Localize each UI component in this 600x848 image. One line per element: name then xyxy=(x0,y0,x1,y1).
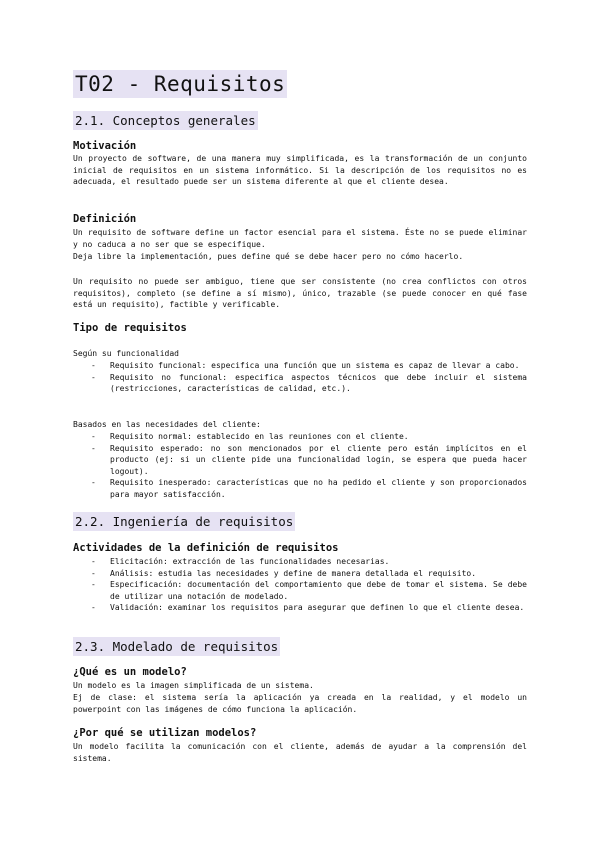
list-item-text: Elicitación: extracción de las funcionalidades necesarias. xyxy=(110,557,390,566)
list-item-text: Especificación: documentación del comportamiento que debe de tomar el sistema. Se debe de utilizar una notación de modelado. xyxy=(110,580,527,601)
list-funcionalidad xyxy=(73,360,527,395)
list-item xyxy=(73,431,527,443)
list-item xyxy=(73,579,527,602)
paragraph-que-es-2: Ej de clase: el sistema sería la aplicación ya creada en la realidad, y el modelo un powerpoint con las imágenes de cómo funciona la aplicación. xyxy=(73,693,527,714)
bullet-dash: - xyxy=(91,361,96,370)
lead-necesidades: Basados en las necesidades del cliente: xyxy=(73,420,261,429)
list-item xyxy=(73,477,527,500)
bullet-dash: - xyxy=(91,557,96,566)
list-item-text: Requisito normal: establecido en las reuniones con el cliente. xyxy=(110,432,409,441)
bullet-dash: - xyxy=(91,603,96,613)
section-heading-2-1: 2.1. Conceptos generales xyxy=(75,113,256,128)
list-actividades xyxy=(73,556,527,614)
paragraph-por-que: Un modelo facilita la comunicación con el cliente, además de ayudar a la comprensión del sistema. xyxy=(73,742,527,763)
section-heading-2-3: 2.3. Modelado de requisitos xyxy=(75,639,279,654)
list-item xyxy=(73,568,527,580)
list-item-text: Requisito funcional: especifica una función que un sistema es capaz de llevar a cabo. xyxy=(110,361,520,370)
list-item xyxy=(73,602,527,614)
list-item xyxy=(73,360,527,372)
subheading-motivacion: Motivación xyxy=(73,140,137,152)
bullet-dash: - xyxy=(91,478,96,488)
subheading-actividades: Actividades de la definición de requisitos xyxy=(73,542,339,554)
page-title: T02 - Requisitos xyxy=(75,72,286,96)
bullet-dash: - xyxy=(91,432,96,441)
list-item-text: Requisito esperado: no son mencionados por el cliente pero están implícitos en el producto (ej: si un cliente pide una funcionalidad login, se espera que pueda hacer logout). xyxy=(110,443,527,476)
list-item-text: Validación: examinar los requisitos para asegurar que definen lo que el cliente desea. xyxy=(110,603,525,613)
subheading-por-que-modelos: ¿Por qué se utilizan modelos? xyxy=(73,727,257,739)
paragraph-definicion-2: Deja libre la implementación, pues define qué se debe hacer pero no cómo hacerlo. xyxy=(73,252,464,261)
lead-funcionalidad: Según su funcionalidad xyxy=(73,349,179,358)
subheading-que-es-modelo: ¿Qué es un modelo? xyxy=(73,666,187,678)
paragraph-motivacion: Un proyecto de software, de una manera muy simplificada, es la transformación de un conjunto inicial de requisitos en un sistema informático. Si la descripción de los requisitos no es adecuada, el resultado puede ser un sistema diferente al que el cliente desea. xyxy=(73,154,527,187)
bullet-dash: - xyxy=(91,568,96,578)
subheading-tipo-requisitos: Tipo de requisitos xyxy=(73,322,187,334)
list-item-text: Requisito no funcional: especifica aspectos técnicos que debe incluir el sistema (restricciones, características de calidad, etc.). xyxy=(110,372,527,394)
list-item-text: Requisito inesperado: características que no ha pedido el cliente y son proporcionados para mayor satisfacción. xyxy=(110,478,527,499)
list-item-text: Análisis: estudia las necesidades y define de manera detallada el requisito. xyxy=(110,568,477,578)
paragraph-definicion-3: Un requisito no puede ser ambiguo, tiene que ser consistente (no crea conflictos con otros requisitos), completo (se define a sí mismo), único, trazable (se puede conocer en qué fase está un requisito), factible y verificable. xyxy=(73,277,527,310)
section-heading-2-2: 2.2. Ingeniería de requisitos xyxy=(75,514,294,529)
bullet-dash: - xyxy=(91,372,96,382)
list-item xyxy=(73,556,527,568)
list-item xyxy=(73,372,527,395)
bullet-dash: - xyxy=(91,580,96,590)
paragraph-que-es-1: Un modelo es la imagen simplificada de un sistema. xyxy=(73,681,314,690)
bullet-dash: - xyxy=(91,443,96,453)
list-item xyxy=(73,443,527,478)
list-necesidades xyxy=(73,431,527,501)
paragraph-definicion-1: Un requisito de software define un factor esencial para el sistema. Éste no se puede eliminar y no caduca a no ser que se especifique. xyxy=(73,228,527,249)
subheading-definicion: Definición xyxy=(73,213,137,225)
